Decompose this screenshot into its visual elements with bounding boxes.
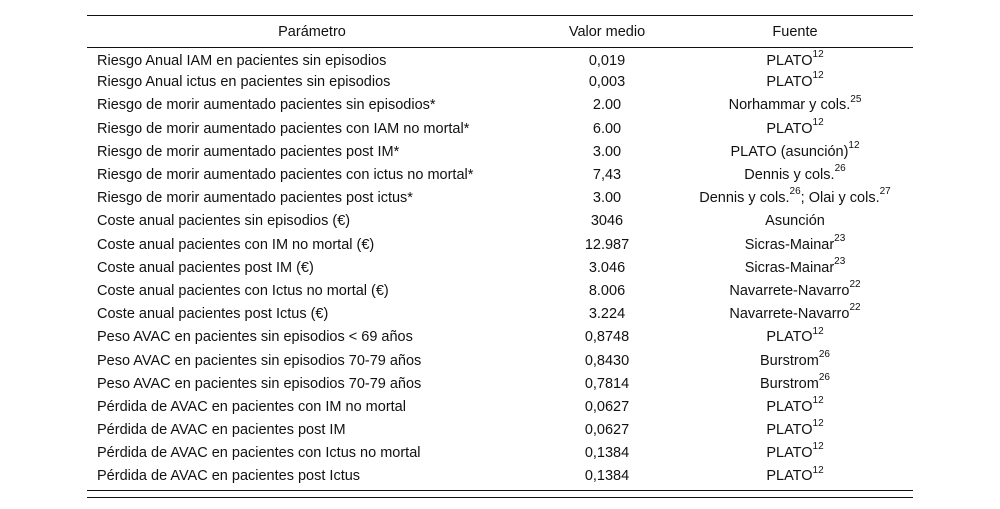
parameter-cell: Pérdida de AVAC en pacientes post IM [97,422,346,439]
value-cell: 3.00 [592,143,622,160]
parameter-cell: Riesgo Anual ictus en pacientes sin episodios [97,74,391,91]
source-text: Sicras-Mainar [744,259,835,276]
table-row [87,419,913,442]
parameter-cell: Riesgo Anual IAM en pacientes sin episodios [97,52,387,69]
source-text: PLATO [766,329,813,346]
table-row [87,163,913,186]
source-text: PLATO [766,422,813,439]
source-text: Burstrom [760,375,819,392]
source-cell [677,279,913,302]
value-cell: 0,1384 [584,468,630,485]
reference-superscript: 22 [849,279,861,291]
header-parametro: Parámetro [87,16,537,48]
reference-superscript: 12 [812,49,824,61]
table-row [87,140,913,163]
value-cell: 0,8748 [584,329,630,346]
table-header-row [87,16,913,48]
table-row [87,256,913,279]
parameter-cell: Riesgo de morir aumentado pacientes post IM* [97,143,400,160]
source-cell [677,372,913,395]
value-cell: 0,1384 [584,445,630,462]
header-fuente: Fuente [677,16,913,48]
table-row [87,233,913,256]
parameter-cell: Riesgo de morir aumentado pacientes con ictus no mortal* [97,167,474,184]
reference-superscript: 22 [849,302,861,314]
source-text: PLATO [766,120,813,137]
parameter-cell: Coste anual pacientes post IM (€) [97,259,314,276]
table-row [87,48,913,71]
source-text: Sicras-Mainar [744,236,835,253]
reference-superscript: 12 [812,116,824,128]
source-cell [677,326,913,349]
reference-superscript: 12 [812,325,824,337]
parameter-cell: Coste anual pacientes con IM no mortal (€) [97,236,375,253]
source-cell [677,117,913,140]
source-text: Norhammar y cols. [728,97,851,114]
value-cell: 0,0627 [584,398,630,415]
value-cell: 0,8430 [584,352,630,369]
table-row [87,279,913,302]
reference-superscript: 12 [812,441,824,453]
value-cell: 2.00 [592,97,622,114]
source-cell [677,465,913,488]
parameter-cell: Riesgo de morir aumentado pacientes post ictus* [97,190,413,207]
parameter-cell: Riesgo de morir aumentado pacientes con IAM no mortal* [97,120,470,137]
source-text-2: ; Olai y cols. [800,190,880,207]
table-row [87,71,913,94]
table-body [87,48,913,489]
parameter-cell: Peso AVAC en pacientes sin episodios 70-79 años [97,375,422,392]
value-cell: 3046 [590,213,624,230]
source-text: Dennis y cols. [699,190,790,207]
reference-superscript: 12 [812,464,824,476]
source-cell [677,187,913,210]
parameter-table [87,15,913,488]
source-cell [677,163,913,186]
table-row [87,349,913,372]
parameter-cell: Peso AVAC en pacientes sin episodios 70-79 años [97,352,422,369]
table-row [87,442,913,465]
parameter-cell: Peso AVAC en pacientes sin episodios < 69 años [97,329,413,346]
table-row [87,303,913,326]
table-row [87,94,913,117]
reference-superscript-2: 27 [879,186,891,198]
source-text: Dennis y cols. [744,167,835,184]
reference-superscript: 12 [848,140,860,152]
reference-superscript: 12 [812,395,824,407]
reference-superscript: 26 [818,348,830,360]
value-cell: 8.006 [588,282,626,299]
reference-superscript: 25 [850,93,862,105]
source-cell [677,256,913,279]
source-cell [677,419,913,442]
table-row [87,372,913,395]
reference-superscript: 12 [812,418,824,430]
source-cell [677,442,913,465]
source-text: Burstrom [760,352,819,369]
source-text: PLATO [766,468,813,485]
source-text: PLATO [766,74,813,91]
source-cell [677,210,913,233]
source-cell [677,71,913,94]
parameter-cell: Pérdida de AVAC en pacientes con IM no mortal [97,398,406,415]
source-text: Navarrete-Navarro [729,282,850,299]
source-text: PLATO (asunción) [730,143,849,160]
table-row [87,395,913,418]
table-row [87,465,913,488]
value-cell: 0,019 [588,52,626,69]
reference-superscript: 26 [789,186,801,198]
source-cell [677,233,913,256]
value-cell: 3.046 [588,259,626,276]
value-cell: 6.00 [592,120,622,137]
source-text: Asunción [765,213,825,230]
parameter-cell: Coste anual pacientes con Ictus no mortal (€) [97,282,389,299]
value-cell: 0,003 [588,74,626,91]
source-cell [677,349,913,372]
parameter-table-container [87,15,913,498]
reference-superscript: 23 [834,255,846,267]
source-cell [677,303,913,326]
source-text: Navarrete-Navarro [729,306,850,323]
table-row [87,210,913,233]
reference-superscript: 12 [812,70,824,82]
parameter-cell: Coste anual pacientes sin episodios (€) [97,213,351,230]
value-cell: 7,43 [592,167,622,184]
source-cell [677,48,913,71]
table-bottom-rule [87,490,913,498]
value-cell: 0,7814 [584,375,630,392]
reference-superscript: 23 [834,232,846,244]
table-row [87,326,913,349]
table-row [87,117,913,140]
parameter-cell: Pérdida de AVAC en pacientes con Ictus no mortal [97,445,421,462]
value-cell: 3.224 [588,306,626,323]
reference-superscript: 26 [818,371,830,383]
value-cell: 12.987 [584,236,630,253]
source-cell [677,140,913,163]
source-text: PLATO [766,52,813,69]
table-row [87,187,913,210]
parameter-cell: Riesgo de morir aumentado pacientes sin episodios* [97,97,436,114]
source-text: PLATO [766,445,813,462]
parameter-cell: Pérdida de AVAC en pacientes post Ictus [97,468,361,485]
value-cell: 0,0627 [584,422,630,439]
parameter-cell: Coste anual pacientes post Ictus (€) [97,306,329,323]
reference-superscript: 26 [834,163,846,175]
source-text: PLATO [766,398,813,415]
header-valor-medio: Valor medio [537,16,677,48]
source-cell [677,94,913,117]
source-cell [677,395,913,418]
value-cell: 3.00 [592,190,622,207]
